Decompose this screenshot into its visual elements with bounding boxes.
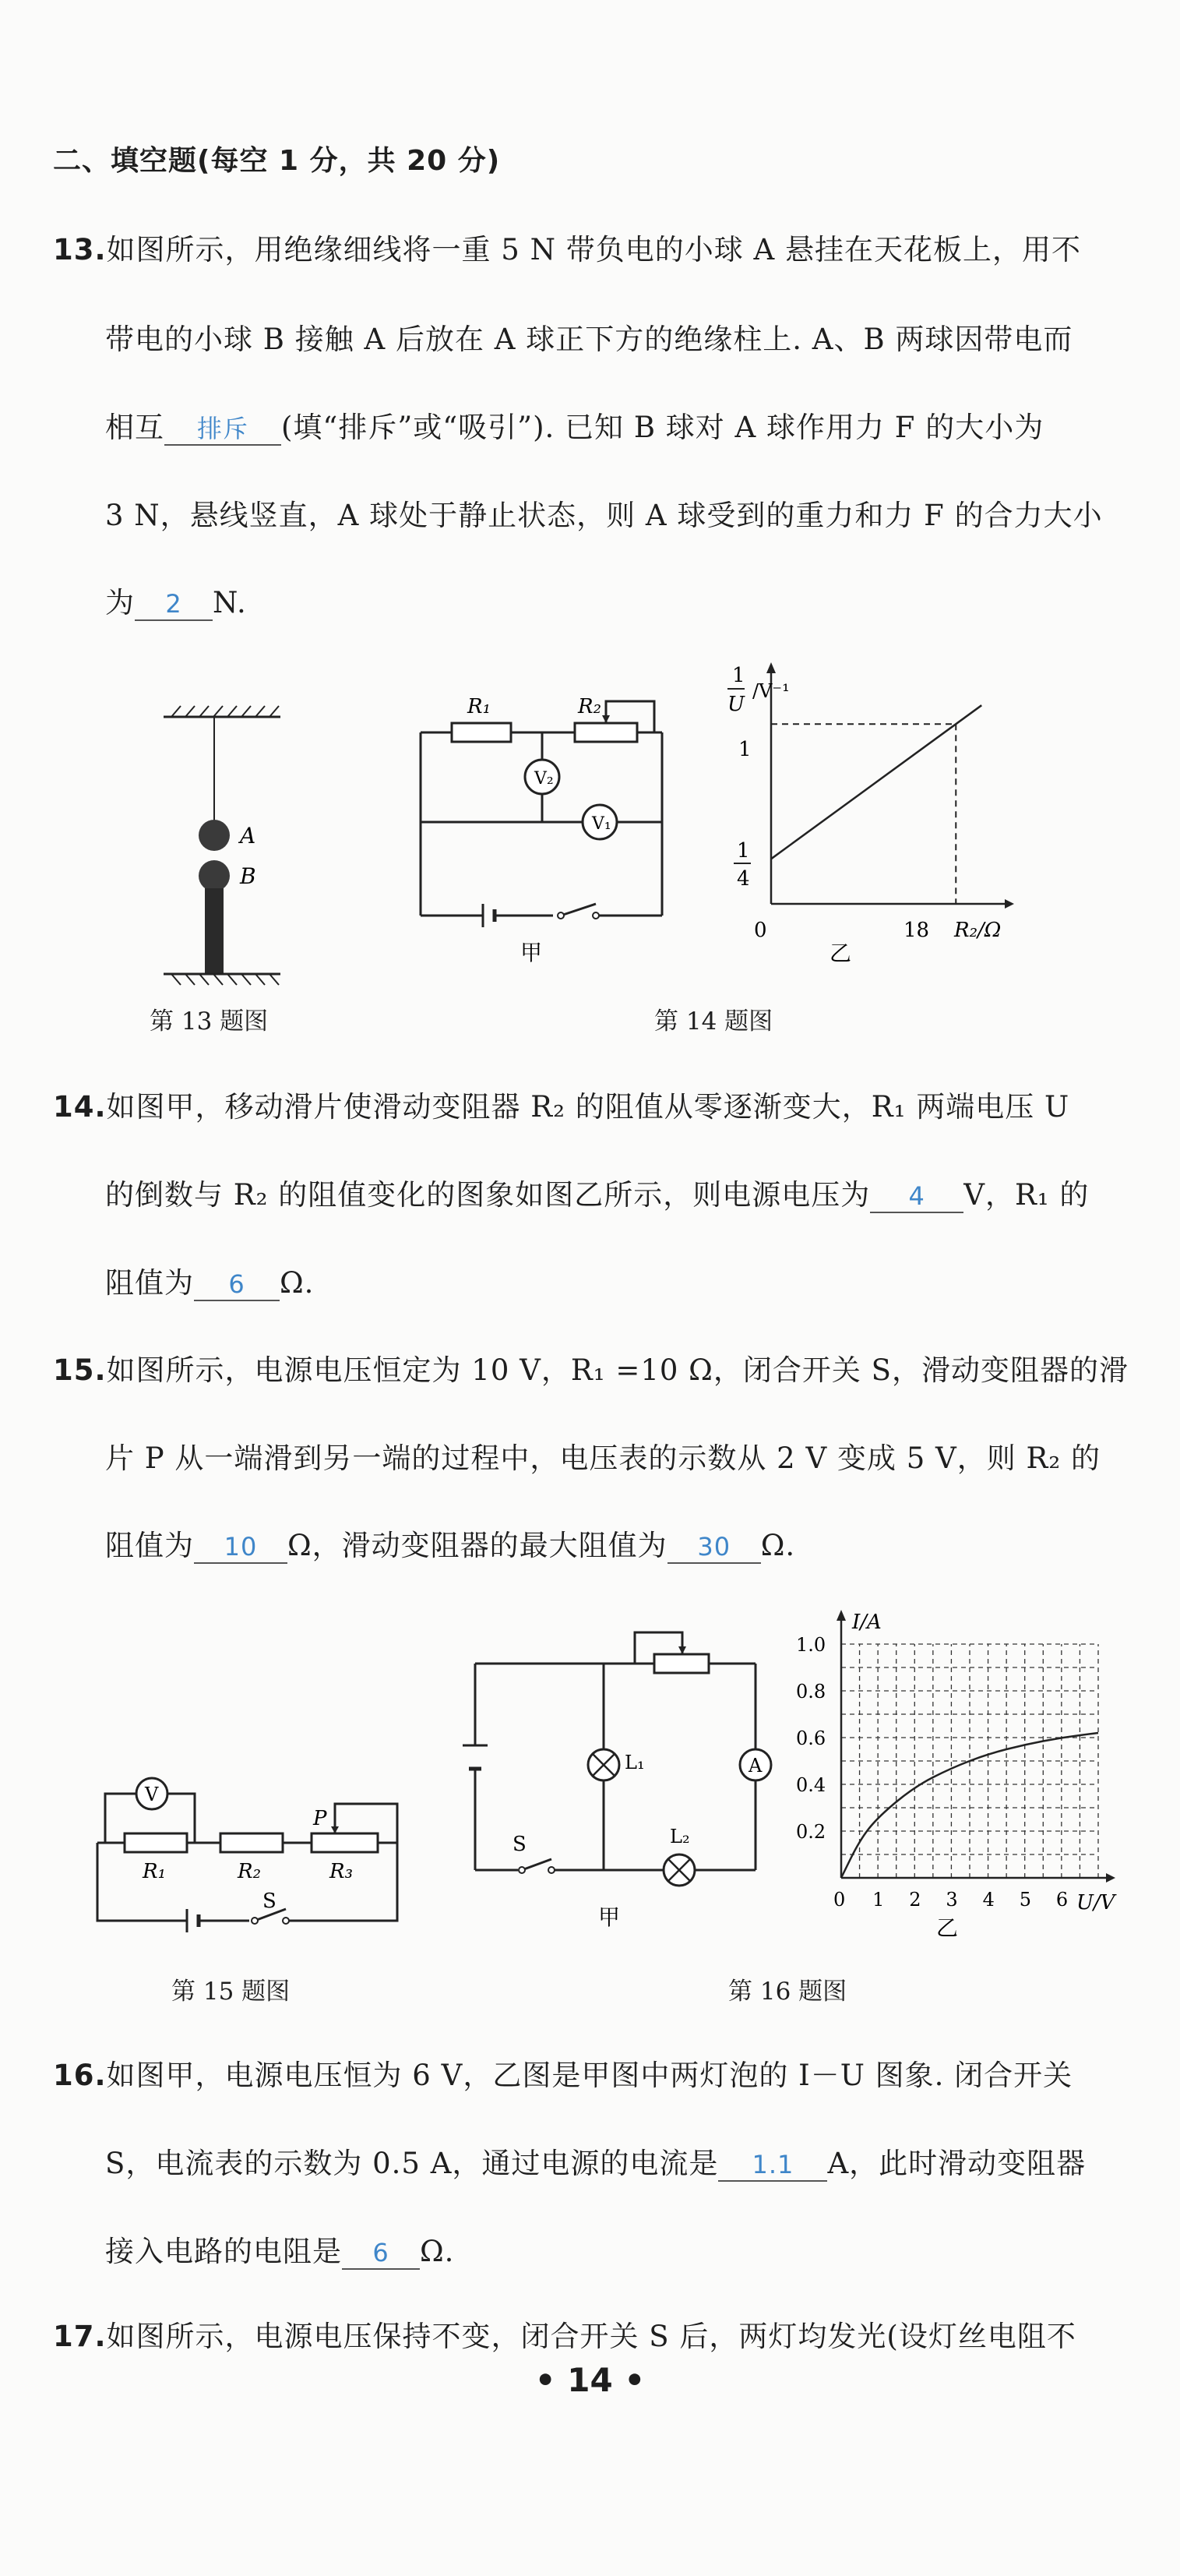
r3-label: R₃ <box>329 1860 353 1883</box>
figure-15-caption: 第 15 题图 <box>171 1978 291 2006</box>
y-tick-1: 1 <box>738 738 752 761</box>
question-text: 如图甲，移动滑片使滑动变阻器 R₂ 的阻值从零逐渐变大，R₁ 两端电压 U <box>106 1090 1070 1124</box>
question-text: 如图所示，电源电压恒定为 10 V，R₁ =10 Ω，闭合开关 S，滑动变阻器的滑 <box>106 1353 1129 1387</box>
x-tick-label: 1 <box>872 1889 885 1911</box>
figure-14-caption: 第 14 题图 <box>654 1007 773 1036</box>
l2-label: L₂ <box>670 1826 690 1847</box>
figure-16-caption: 第 16 题图 <box>728 1978 847 2006</box>
insulating-post <box>205 888 224 974</box>
figure-14-graph <box>693 655 1044 966</box>
x-tick-label: 3 <box>946 1889 958 1911</box>
question-text: 相互 <box>105 411 164 444</box>
x-tick-18: 18 <box>903 919 930 942</box>
r1-label: R₁ <box>467 695 491 718</box>
answer-blank[interactable]: 4 <box>870 1180 963 1213</box>
y-tick-label: 0.6 <box>796 1727 826 1749</box>
question-text: A，此时滑动变阻器 <box>827 2147 1087 2180</box>
figure-13 <box>148 662 327 1005</box>
y-tick-label: 1.0 <box>796 1634 826 1656</box>
y-label-unit: /V⁻¹ <box>752 680 790 702</box>
p-label: P <box>313 1807 327 1830</box>
answer-blank[interactable]: 排斥 <box>164 413 281 446</box>
resistor-r1 <box>125 1833 187 1852</box>
x-tick-label: 5 <box>1019 1889 1031 1911</box>
label-a: A <box>240 823 256 849</box>
section-title: 二、填空题(每空 1 分，共 20 分) <box>53 145 501 177</box>
figure-16-graph <box>794 1605 1137 1948</box>
question-text: 阻值为 <box>105 1266 194 1300</box>
question-text: 阻值为 <box>105 1529 194 1562</box>
r2-label: R₂ <box>238 1860 261 1883</box>
figure-13-caption: 第 13 题图 <box>150 1007 269 1036</box>
question-text: (填“排斥”或“吸引”). 已知 B 球对 A 球作用力 F 的大小为 <box>281 411 1044 444</box>
question-number: 16. <box>53 2059 107 2092</box>
page-number: • 14 • <box>534 2361 646 2399</box>
y-tick-label: 0.2 <box>796 1821 826 1843</box>
answer-blank[interactable]: 6 <box>194 1269 280 1301</box>
resistor-r2 <box>220 1833 283 1852</box>
sub-label-yi: 乙 <box>830 940 852 966</box>
v1-label: V₁ <box>592 814 611 834</box>
y-label: I/A <box>852 1611 882 1634</box>
answer-blank[interactable]: 10 <box>194 1531 287 1564</box>
question-text: 带电的小球 B 接触 A 后放在 A 球正下方的绝缘柱上. A、B 两球因带电而 <box>105 323 1073 356</box>
y-tick-quarter-den: 4 <box>737 867 750 891</box>
ammeter-label: A <box>749 1755 763 1777</box>
figure-15 <box>82 1745 417 1948</box>
x-tick-label: 4 <box>982 1889 995 1911</box>
answer-blank[interactable]: 30 <box>667 1531 761 1564</box>
y-tick-label: 0.8 <box>796 1681 826 1703</box>
question-text: N. <box>213 586 247 619</box>
x-tick-label: 2 <box>909 1889 921 1911</box>
sub-label-yi: 乙 <box>936 1915 959 1941</box>
question-text: S，电流表的示数为 0.5 A，通过电源的电流是 <box>105 2147 719 2180</box>
sub-label-jia: 甲 <box>598 1904 621 1930</box>
lamp-l2 <box>664 1854 695 1886</box>
resistor-r2 <box>575 723 637 742</box>
question-text: V，R₁ 的 <box>963 1178 1090 1212</box>
series-line <box>771 705 981 859</box>
y-tick-quarter-num: 1 <box>737 839 750 863</box>
question-text: 如图所示，电源电压保持不变，闭合开关 S 后，两灯均发光(设灯丝电阻不 <box>106 2320 1076 2353</box>
question-text: Ω. <box>280 1266 315 1300</box>
question-text: 3 N，悬线竖直，A 球处于静止状态，则 A 球受到的重力和力 F 的合力大小 <box>105 499 1103 532</box>
ball-b <box>199 860 230 891</box>
question-text: 如图所示，用绝缘细线将一重 5 N 带负电的小球 A 悬挂在天花板上，用不 <box>106 233 1081 266</box>
answer-blank[interactable]: 6 <box>342 2237 420 2270</box>
x-label: R₂/Ω <box>954 919 1002 942</box>
x-tick-label: 6 <box>1055 1889 1069 1911</box>
question-text: Ω. <box>760 1529 796 1562</box>
r1-label: R₁ <box>143 1860 166 1883</box>
rheostat <box>654 1654 709 1673</box>
answer-blank[interactable]: 2 <box>135 588 213 621</box>
figure-16-circuit <box>452 1629 779 1956</box>
ball-a <box>199 820 230 851</box>
switch-label: S <box>513 1833 527 1856</box>
origin-label: 0 <box>754 919 767 942</box>
y-label-denominator: U <box>727 693 745 716</box>
question-number: 13. <box>53 233 107 266</box>
l1-label: L₁ <box>625 1752 645 1773</box>
x-label: U/V <box>1076 1891 1115 1914</box>
label-b: B <box>240 863 256 889</box>
r2-label: R₂ <box>578 695 601 718</box>
y-label-numerator: 1 <box>732 664 745 687</box>
question-number: 14. <box>53 1090 107 1124</box>
origin-label: 0 <box>833 1889 846 1911</box>
question-text: 片 P 从一端滑到另一端的过程中，电压表的示数从 2 V 变成 5 V，则 R₂ 的 <box>105 1442 1101 1475</box>
sub-label-jia: 甲 <box>520 940 543 965</box>
question-text: 接入电路的电阻是 <box>105 2235 342 2268</box>
question-text: 如图甲，电源电压恒为 6 V，乙图是甲图中两灯泡的 I－U 图象. 闭合开关 <box>106 2059 1073 2092</box>
question-text: Ω，滑动变阻器的最大阻值为 <box>287 1529 667 1562</box>
lamp-l1 <box>588 1749 619 1780</box>
switch-label: S <box>262 1890 277 1913</box>
question-text: Ω. <box>420 2235 455 2268</box>
voltmeter-label: V <box>145 1784 159 1805</box>
answer-blank[interactable]: 1.1 <box>718 2149 827 2182</box>
v2-label: V₂ <box>534 769 554 789</box>
resistor-r1 <box>452 723 511 742</box>
figure-14-circuit <box>405 670 678 966</box>
y-tick-label: 0.4 <box>796 1774 826 1796</box>
question-text: 的倒数与 R₂ 的阻值变化的图象如图乙所示，则电源电压为 <box>105 1178 871 1212</box>
resistor-r3 <box>312 1833 378 1852</box>
question-text: 为 <box>105 586 135 619</box>
question-number: 15. <box>53 1353 107 1387</box>
question-number: 17. <box>53 2320 107 2353</box>
